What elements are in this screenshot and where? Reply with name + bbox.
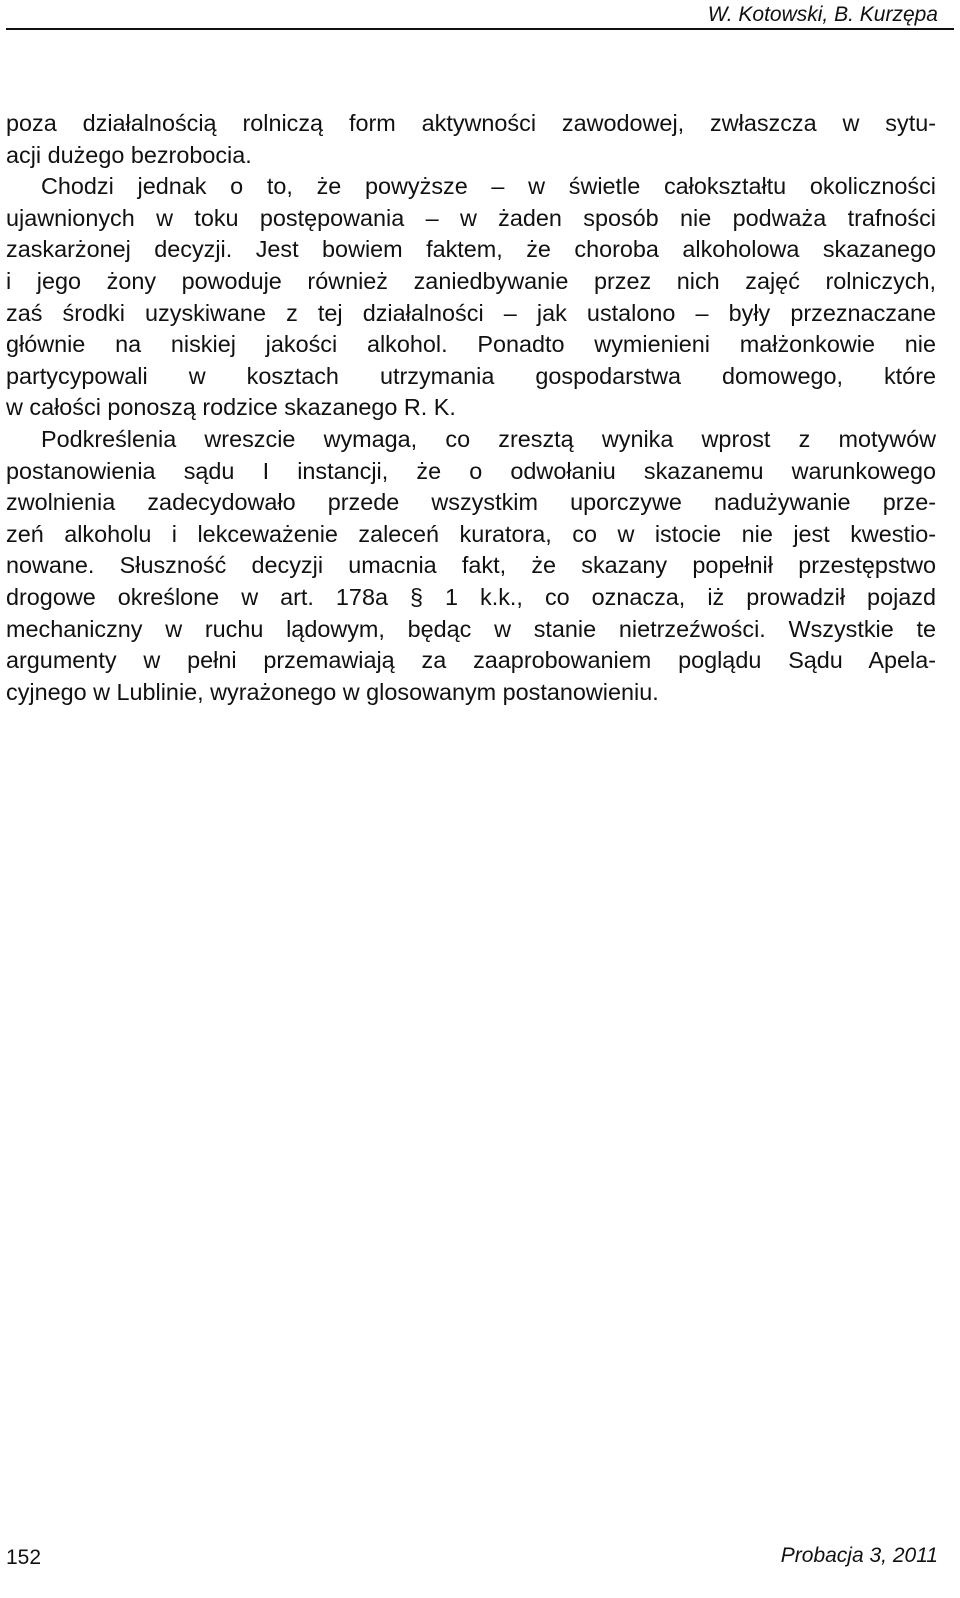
text-line: i jego żony powoduje również zaniedbywanie przez nich zajęć rolniczych,: [6, 267, 936, 294]
text-line: zaś środki uzyskiwane z tej działalności – jak ustalono – były przeznaczane: [6, 299, 936, 326]
text-line: drogowe określone w art. 178a § 1 k.k., co oznacza, iż prowadził pojazd: [6, 583, 936, 610]
header-rule: [6, 28, 954, 30]
text-line: ujawnionych w toku postępowania – w żaden sposób nie podważa trafności: [6, 204, 936, 231]
text-line: acji dużego bezrobocia.: [6, 141, 252, 168]
journal-info: Probacja 3, 2011: [780, 1544, 938, 1567]
running-head-authors: W. Kotowski, B. Kurzępa: [707, 3, 938, 26]
text-line: głównie na niskiej jakości alkohol. Ponadto wymienieni małżonkowie nie: [6, 331, 936, 358]
text-line: cyjnego w Lublinie, wyrażonego w glosowanym postanowieniu.: [6, 678, 659, 705]
text-line: partycypowali w kosztach utrzymania gospodarstwa domowego, które: [6, 362, 936, 389]
text-line: zwolnienia zadecydowało przede wszystkim uporczywe nadużywanie prze-: [6, 489, 936, 516]
text-line: Chodzi jednak o to, że powyższe – w świetle całokształtu okoliczności: [41, 173, 936, 200]
text-line: mechaniczny w ruchu lądowym, będąc w stanie nietrzeźwości. Wszystkie te: [6, 615, 936, 642]
text-line: zeń alkoholu i lekceważenie zaleceń kuratora, co w istocie nie jest kwestio-: [6, 520, 936, 547]
text-line: nowane. Słuszność decyzji umacnia fakt, że skazany popełnił przestępstwo: [6, 552, 936, 579]
text-line: poza działalnością rolniczą form aktywności zawodowej, zwłaszcza w sytu-: [6, 110, 936, 136]
body-text: [6, 108, 936, 708]
text-line: w całości ponoszą rodzice skazanego R. K.: [6, 394, 456, 421]
text-line: Podkreślenia wreszcie wymaga, co zresztą wynika wprost z motywów: [41, 425, 936, 452]
text-line: zaskarżonej decyzji. Jest bowiem faktem, że choroba alkoholowa skazanego: [6, 236, 936, 263]
page-number: 152: [6, 1546, 42, 1569]
text-line: argumenty w pełni przemawiają za zaaprobowaniem poglądu Sądu Apela-: [6, 647, 936, 674]
text-line: postanowienia sądu I instancji, że o odwołaniu skazanemu warunkowego: [6, 457, 936, 484]
